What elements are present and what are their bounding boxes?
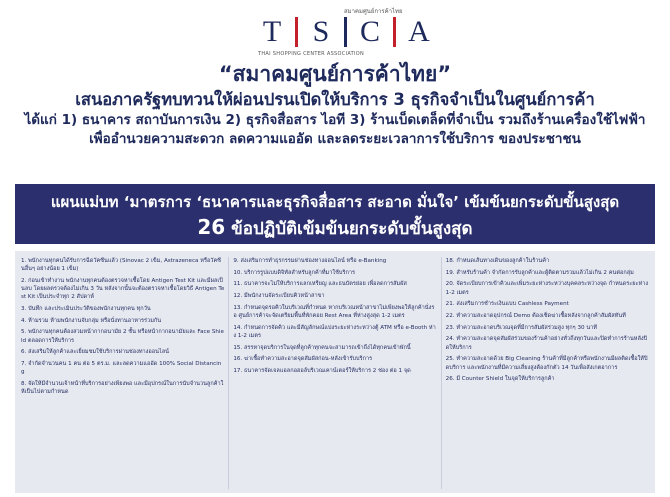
logo-letters: [257, 14, 434, 50]
tsca-logo: [0, 2, 670, 60]
measure-item: 19. สำหรับร้านค้า จำกัดการรับลูกค้าและผู้ติดตามรวมแล้วไม่เกิน 2 คนต่อกลุ่ม: [445, 269, 634, 276]
logo-letter-c: C: [359, 15, 380, 48]
measure-item: 1. พนักงานทุกคนได้รับการฉีดวัคซีนแล้ว (Sinovac 2 เข็ม, Astrazeneca หรือวัคซีนอื่นๆ อย่างน้อย 1 เข็ม): [21, 258, 221, 273]
measure-item: 13. กำหนดจุดรอคิวในบริเวณที่กำหนด หากบริเวณหน้าสาขาไม่เพียงพอให้ลูกค้านั่งรอ ศูนย์การค้าจะจัดเตรียมพื้นที่พักคอย Rest Area ที่ห่างสูงสุด 1-2 เมตร: [233, 304, 435, 320]
measure-item: 6. ส่งเสริมให้ลูกค้าและเยี่ยมชมใช้บริการผ่านช่องทางออนไลน์: [21, 349, 169, 356]
measure-item: 24. ทำความสะอาดจุดสัมผัสร่วมของร้านค้าอย่างทั่วถึงทุกวันและปิดทำการร้านหลังปิดให้บริการ: [445, 336, 648, 351]
measure-item: 7. จำกัดจำนวนคน 1 คน ต่อ 5 ตร.ม. และลดความแออัด 100% Social Distancing: [21, 361, 222, 376]
announcement-line-2: ได้แก่ 1) ธนาคาร สถาบันการเงิน 2) ธุรกิจสื่อสาร ไอที 3) ร้านเบ็ดเตล็ดที่จำเป็น รวมถึงร้านเครื่องใช้ไฟฟ้า: [24, 112, 646, 128]
measure-item: 5. พนักงานทุกคนต้องสวมหน้ากากอนามัย 2 ชั้น หรือหน้ากากอนามัยและ Face Shield ตลอดการให้บริการ: [21, 329, 224, 344]
measure-item: 9. ส่งเสริมการทำธุรกรรมผ่านช่องทางออนไลน์ หรือ e-Banking: [233, 258, 387, 264]
measure-item: 16. ฆ่าเชื้อทำความสะอาดจุดสัมผัสก่อน-หลังเข้ารับบริการ: [233, 356, 373, 363]
measure-item: 4. ห้ามรวม ห้ามพนักงานจับกลุ่ม หรือนั่งทานอาหารร่วมกัน: [21, 317, 162, 324]
measures-column-1: [21, 257, 224, 489]
measures-column-2: [233, 257, 436, 489]
measure-item: 17. ธนาคารจัดเจลแอลกอฮอล์บริเวณเคาน์เตอร์ให้บริการ 2 ช่อง ต่อ 1 จุด: [233, 368, 411, 375]
measure-item: 12. มีพนักงานจัดระเบียบคิวหน้าสาขา: [233, 293, 325, 300]
measure-item: 11. ธนาคารจะไม่ให้บริการแลกเหรียญ และธนบัตรย่อย เพื่อลดการสัมผัส: [233, 281, 407, 288]
announcement: [0, 60, 670, 149]
measure-item: 20. จัดระเบียบการเข้าคิวและเพิ่มระยะห่างระหว่างบุคคลระหว่างจุด กำหนดระยะห่าง 1-2 เมตร: [445, 281, 649, 296]
measure-item: 10. บริการรูปแบบดิจิทัลสำหรับลูกค้าที่มาใช้บริการ: [233, 269, 356, 276]
measure-item: 25. ทำความสะอาดด้วย Big Cleaning ร้านค้าที่มีลูกค้าหรือพนักงานมีผลติดเชื้อให้ปิดบริการ และพนักงานที่มีความเสี่ยงสูงต้องกักตัว 14 วันเพื่อสังเกตอาการ: [445, 356, 648, 371]
logo-letter-a: A: [408, 15, 430, 48]
measure-item: 15. สรรหาจุดบริการในจุดที่ลูกค้าทุกคนจะสามารถเข้าถึงได้ทุกคนเข้าพักนี้: [233, 344, 411, 351]
measure-item: 14. กำหนดการจัดคิว และมีสัญลักษณ์แบ่งระยะห่างระหว่างตู้ ATM หรือ e-Booth ห่าง 1-2 เมตร: [233, 324, 436, 339]
measure-item: 22. ทำความสะอาดอุปกรณ์ Demo ต้องเช็ดฆ่าเชื้อหลังจากลูกค้าสัมผัสทันที: [445, 313, 626, 320]
measures-banner: [15, 184, 655, 244]
logo-english-text: THAI SHOPPING CENTER ASSOCIATION: [258, 51, 365, 57]
measure-item: 23. ทำความสะอาดบริเวณจุดที่มีการสัมผัสร่วมสูง ทุกๆ 30 นาที: [445, 324, 597, 331]
measure-item: 8. จัดให้มีจำนวนเจ้าหน้าที่บริการอย่างเพียงพอ และมีอุปกรณ์ในการนับจำนวนลูกค้าให้เป็นไปตามกำหนด: [21, 380, 224, 396]
banner-number: 26: [197, 215, 226, 239]
announcement-line-1: เสนอภาครัฐทบทวนให้ผ่อนปรนเปิดให้บริการ 3 ธุรกิจจำเป็นในศูนย์การค้า: [75, 90, 595, 109]
measure-item: 18. กำหนดเส้นทางเดินของลูกค้าในร้านค้า: [445, 258, 550, 264]
measure-item: 2. ก่อนเข้าทำงาน พนักงานทุกคนต้องตรวจหาเชื้อโดย Antigen Test Kit และมีผลเป็นลบ โดยผลตรวจต้องไม่เกิน 3 วัน หลังจากนั้นจะต้องตรวจหาเชื้อโดยวิธี Antigen Test Kit เป็นประจำทุก 2 สัปดาห์: [21, 277, 225, 301]
logo-thai-text: สมาคมศูนย์การค้าไทย: [344, 8, 403, 15]
banner-line-1: แผนแม่บท ‘มาตรการ ‘ธนาคารและธุรกิจสื่อสาร สะอาด มั่นใจ’ เข้มข้นยกระดับขั้นสูงสุด: [50, 193, 620, 211]
measures-grid: [15, 251, 655, 493]
logo-letter-t: T: [262, 15, 282, 48]
banner-line-2-text: ข้อปฏิบัติเข้มข้นยกระดับขั้นสูงสุด: [231, 219, 473, 239]
measure-item: 21. ส่งเสริมการชำระเงินแบบ Cashless Payment: [445, 301, 569, 308]
logo-divider: [344, 17, 347, 47]
column-divider: [228, 257, 229, 489]
measures-column-3: [446, 257, 649, 489]
logo-divider: [295, 17, 298, 47]
announcement-title: “สมาคมศูนย์การค้าไทย”: [218, 62, 452, 86]
announcement-line-3: เพื่ออำนวยความสะดวก ลดความแออัด และลดระยะเวลาการใช้บริการ ของประชาชน: [89, 131, 581, 147]
measure-item: 3. บันทึก และประเมินประวัติของพนักงานทุกคน ทุกวัน: [21, 306, 151, 313]
logo-divider: [393, 17, 396, 47]
measure-item: 26. มี Counter Shield ในจุดให้บริการลูกค้า: [445, 376, 555, 383]
column-divider: [441, 257, 442, 489]
banner-line-2: [15, 215, 655, 241]
logo-letter-s: S: [312, 15, 330, 48]
